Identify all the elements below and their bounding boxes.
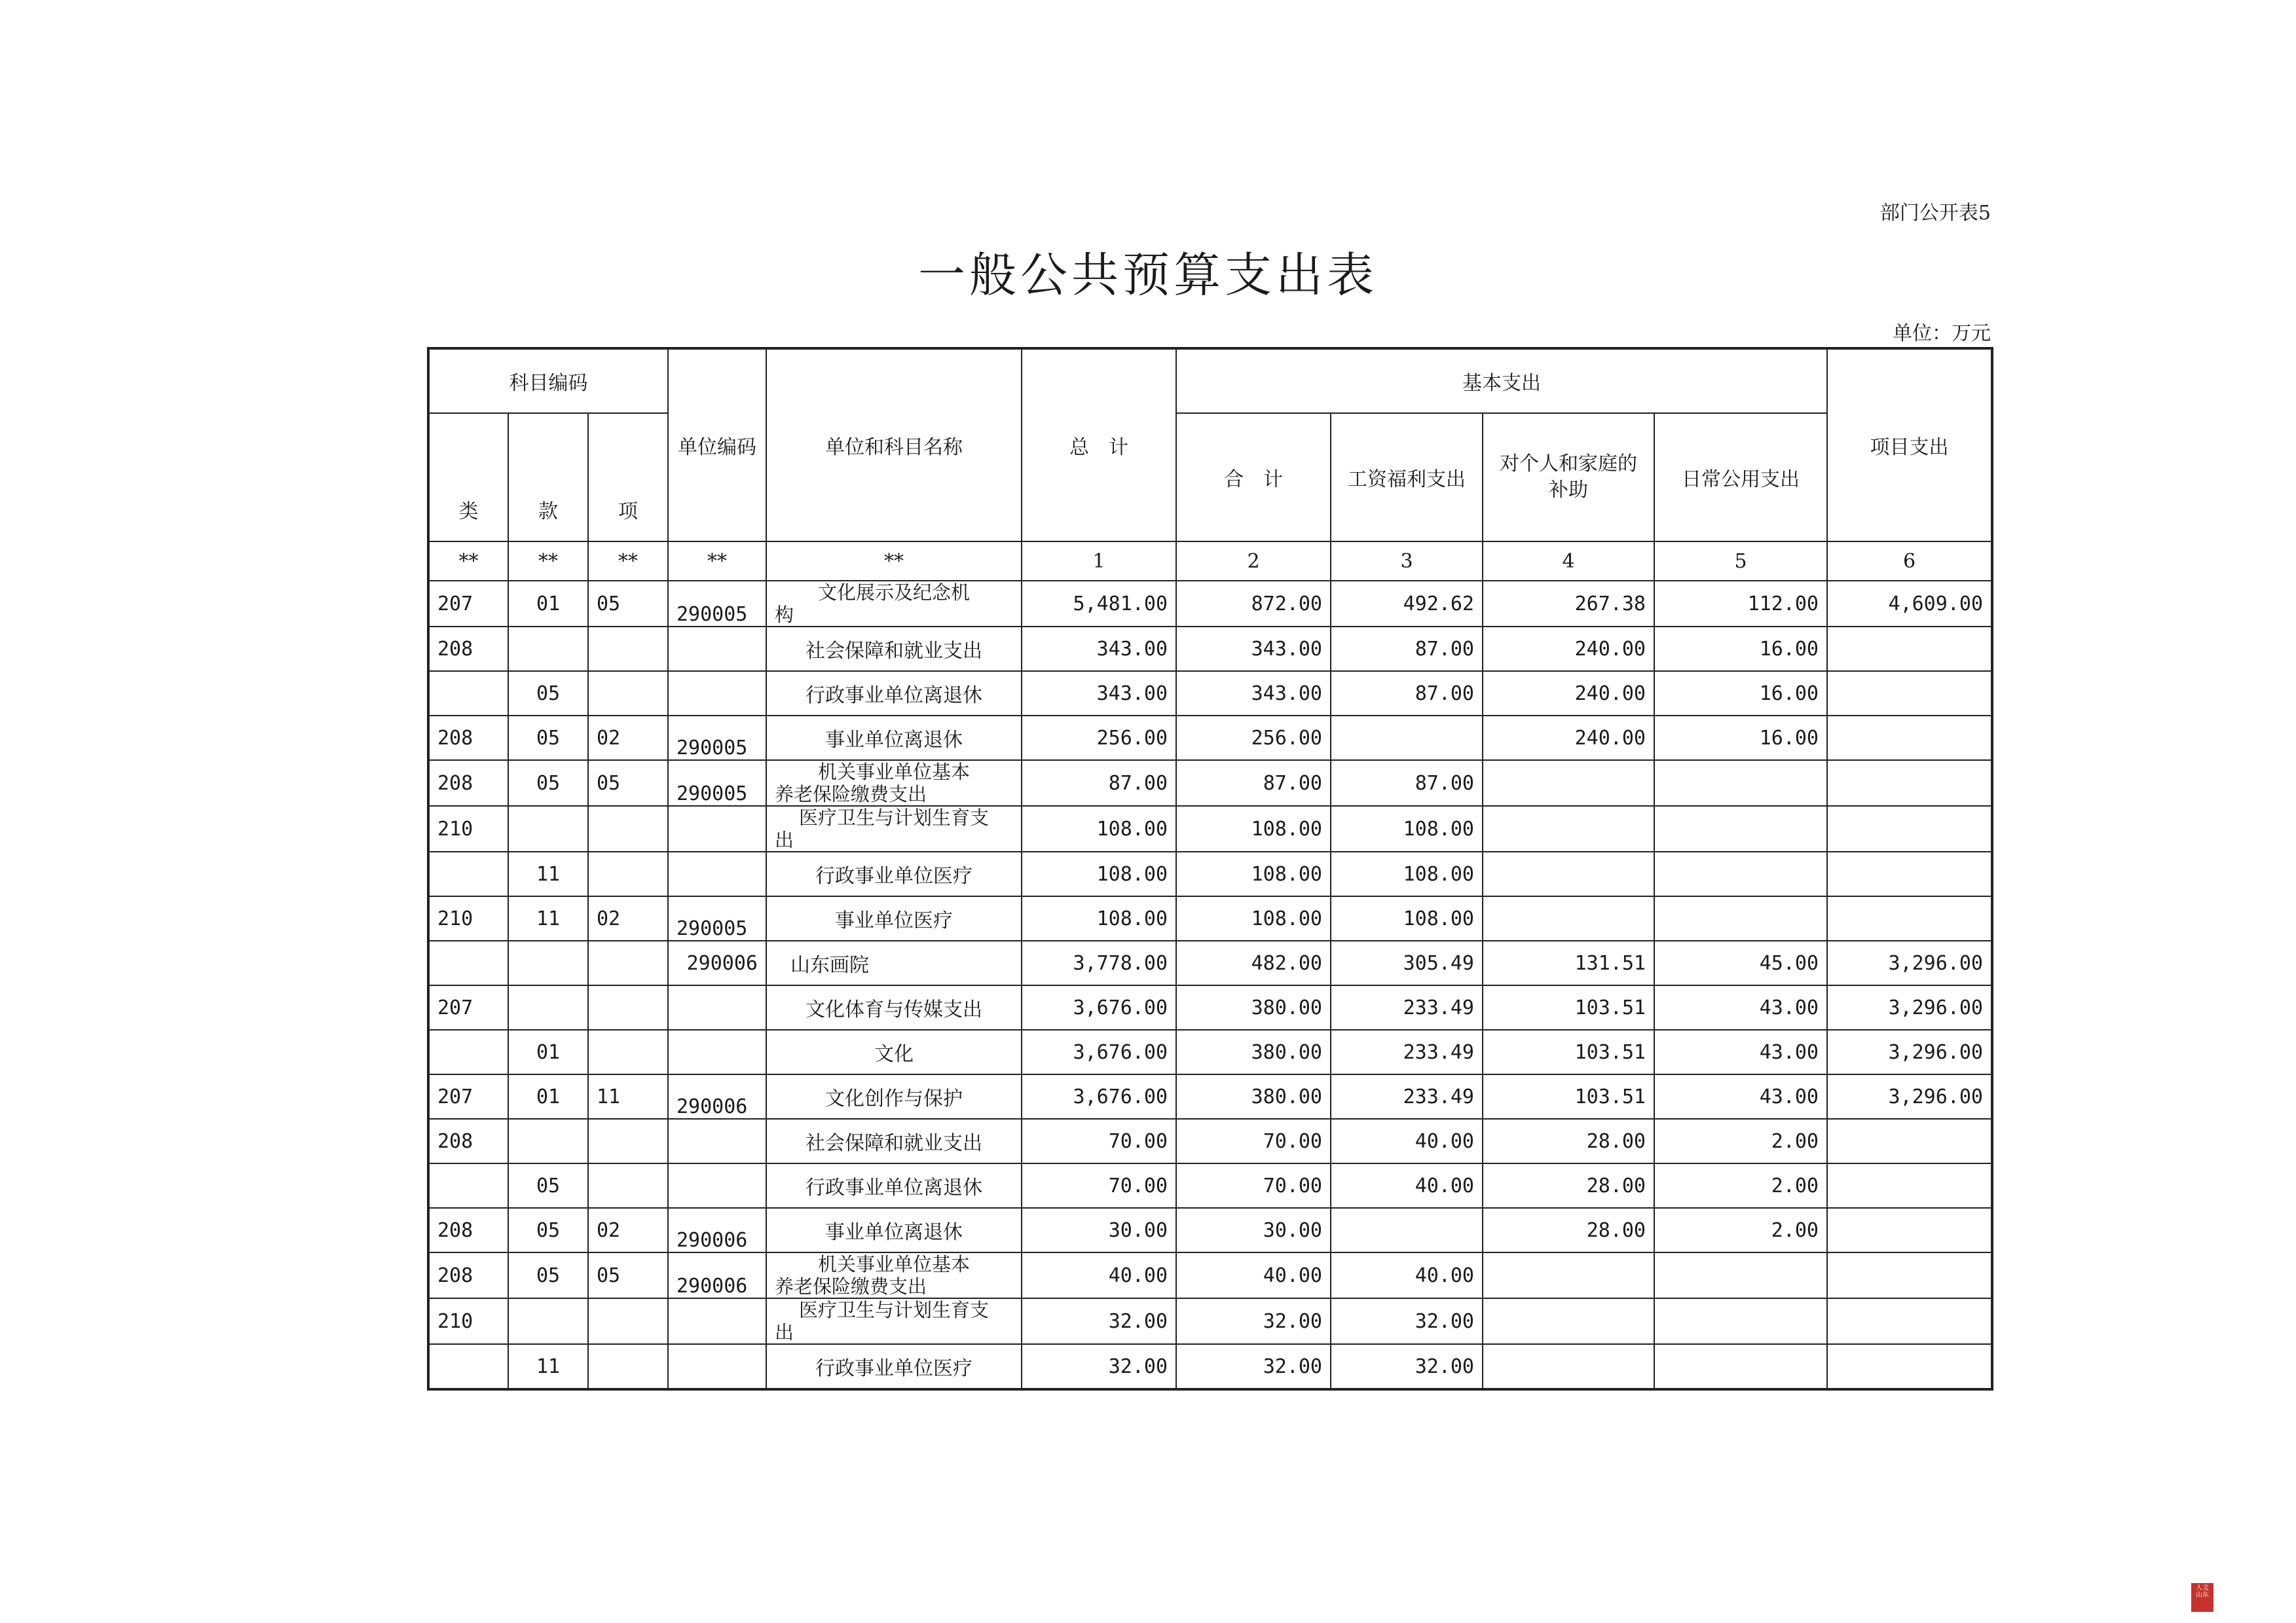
- cell-wage: 108.00: [1331, 896, 1483, 941]
- cell-unit-code: 290005: [668, 896, 766, 941]
- cell-wage: 233.49: [1331, 985, 1483, 1030]
- cell-name: 行政事业单位医疗: [766, 1344, 1022, 1389]
- cell-wage: 108.00: [1331, 852, 1483, 896]
- cell-name: 行政事业单位离退休: [766, 671, 1022, 716]
- cell-subtotal: 343.00: [1176, 627, 1331, 671]
- cell-project: [1827, 1298, 1992, 1344]
- cell-lei: 207: [428, 1074, 508, 1119]
- cell-lei: [428, 852, 508, 896]
- cell-total: 343.00: [1022, 671, 1176, 716]
- cell-project: [1827, 1344, 1992, 1389]
- cell-wage: 492.62: [1331, 581, 1483, 627]
- cell-subtotal: 380.00: [1176, 1030, 1331, 1074]
- cell-personal: [1483, 1344, 1654, 1389]
- cell-kuan: 05: [508, 671, 588, 716]
- cell-unit-code: [668, 1030, 766, 1074]
- cell-personal: 103.51: [1483, 1030, 1654, 1074]
- cell-lei: [428, 1030, 508, 1074]
- header-total: 总 计: [1022, 348, 1176, 541]
- index-cell: 3: [1331, 541, 1483, 581]
- cell-daily: [1654, 1298, 1827, 1344]
- table-row: [428, 941, 1992, 985]
- cell-daily: 43.00: [1654, 1074, 1827, 1119]
- name-line-2: 出: [775, 1321, 794, 1343]
- cell-wage: 40.00: [1331, 1163, 1483, 1208]
- cell-daily: [1654, 806, 1827, 852]
- cell-subtotal: 87.00: [1176, 760, 1331, 806]
- cell-subtotal: 30.00: [1176, 1208, 1331, 1252]
- cell-xiang: [588, 1030, 668, 1074]
- header-name: 单位和科目名称: [766, 348, 1022, 541]
- cell-wage: 87.00: [1331, 760, 1483, 806]
- cell-project: [1827, 1119, 1992, 1163]
- cell-xiang: 05: [588, 760, 668, 806]
- cell-xiang: [588, 852, 668, 896]
- index-cell: **: [766, 541, 1022, 581]
- cell-unit-code: [668, 1119, 766, 1163]
- cell-xiang: [588, 1298, 668, 1344]
- cell-daily: [1654, 852, 1827, 896]
- cell-wage: 108.00: [1331, 806, 1483, 852]
- cell-project: [1827, 1208, 1992, 1252]
- cell-subtotal: 32.00: [1176, 1298, 1331, 1344]
- cell-xiang: [588, 806, 668, 852]
- name-line-1: 机关事业单位基本: [817, 761, 970, 783]
- table-row: [428, 1119, 1992, 1163]
- cell-wage: 305.49: [1331, 941, 1483, 985]
- cell-unit-code: [668, 1344, 766, 1389]
- cell-wage: 32.00: [1331, 1344, 1483, 1389]
- cell-wage: 32.00: [1331, 1298, 1483, 1344]
- cell-name: 山东画院: [766, 941, 1022, 985]
- cell-unit-code: [668, 1163, 766, 1208]
- cell-name: 社会保障和就业支出: [766, 627, 1022, 671]
- cell-total: 32.00: [1022, 1298, 1176, 1344]
- cell-unit-code: [668, 1298, 766, 1344]
- cell-total: 3,778.00: [1022, 941, 1176, 985]
- cell-project: [1827, 1252, 1992, 1298]
- budget-table: [427, 347, 1993, 1391]
- cell-personal: [1483, 760, 1654, 806]
- table-row: [428, 760, 1992, 806]
- cell-xiang: [588, 1163, 668, 1208]
- cell-kuan: [508, 941, 588, 985]
- table-row: [428, 1344, 1992, 1389]
- cell-daily: 16.00: [1654, 627, 1827, 671]
- cell-personal: 28.00: [1483, 1119, 1654, 1163]
- cell-daily: [1654, 1344, 1827, 1389]
- cell-kuan: 05: [508, 1252, 588, 1298]
- cell-lei: 210: [428, 806, 508, 852]
- cell-unit-code: 290006: [668, 1208, 766, 1252]
- cell-daily: 45.00: [1654, 941, 1827, 985]
- table-row: [428, 627, 1992, 671]
- cell-name: 事业单位医疗: [766, 896, 1022, 941]
- cell-project: [1827, 716, 1992, 760]
- table-row: [428, 1030, 1992, 1074]
- cell-personal: [1483, 806, 1654, 852]
- cell-kuan: [508, 1119, 588, 1163]
- cell-kuan: 11: [508, 1344, 588, 1389]
- table-row: [428, 806, 1992, 852]
- cell-unit-code: [668, 852, 766, 896]
- cell-subtotal: 343.00: [1176, 671, 1331, 716]
- cell-kuan: 05: [508, 716, 588, 760]
- cell-unit-code: 290006: [668, 1252, 766, 1298]
- cell-daily: 43.00: [1654, 1030, 1827, 1074]
- cell-kuan: [508, 985, 588, 1030]
- cell-name: 社会保障和就业支出: [766, 1119, 1022, 1163]
- cell-personal: 240.00: [1483, 716, 1654, 760]
- name-line-1: 医疗卫生与计划生育支: [798, 1299, 989, 1321]
- index-cell: 6: [1827, 541, 1992, 581]
- cell-unit-code: 290005: [668, 581, 766, 627]
- cell-lei: 208: [428, 1208, 508, 1252]
- index-cell: **: [588, 541, 668, 581]
- index-cell: 5: [1654, 541, 1827, 581]
- cell-lei: 207: [428, 985, 508, 1030]
- cell-project: [1827, 760, 1992, 806]
- index-cell: 4: [1483, 541, 1654, 581]
- name-line-2: 养老保险缴费支出: [775, 783, 927, 805]
- header-basic: 基本支出: [1176, 348, 1827, 413]
- cell-personal: 28.00: [1483, 1163, 1654, 1208]
- cell-name: 文化体育与传媒支出: [766, 985, 1022, 1030]
- unit-label: 单位：万元: [1893, 322, 1991, 345]
- cell-xiang: 02: [588, 896, 668, 941]
- cell-project: [1827, 896, 1992, 941]
- cell-daily: 16.00: [1654, 716, 1827, 760]
- cell-lei: [428, 941, 508, 985]
- table-row: [428, 1163, 1992, 1208]
- cell-daily: 2.00: [1654, 1163, 1827, 1208]
- cell-lei: 208: [428, 1252, 508, 1298]
- cell-total: 343.00: [1022, 627, 1176, 671]
- header-daily: 日常公用支出: [1654, 413, 1827, 541]
- table-row: [428, 1074, 1992, 1119]
- cell-total: 3,676.00: [1022, 985, 1176, 1030]
- name-line-2: 出: [775, 829, 794, 851]
- cell-total: 30.00: [1022, 1208, 1176, 1252]
- cell-total: 256.00: [1022, 716, 1176, 760]
- cell-kuan: 01: [508, 1030, 588, 1074]
- cell-kuan: [508, 806, 588, 852]
- cell-xiang: 02: [588, 716, 668, 760]
- cell-name: [766, 1298, 1022, 1344]
- cell-name: 文化创作与保护: [766, 1074, 1022, 1119]
- cell-lei: 207: [428, 581, 508, 627]
- cell-xiang: [588, 627, 668, 671]
- table-row: [428, 581, 1992, 627]
- index-cell: 2: [1176, 541, 1331, 581]
- cell-xiang: [588, 985, 668, 1030]
- table-row: [428, 1208, 1992, 1252]
- cell-project: [1827, 852, 1992, 896]
- cell-project: 3,296.00: [1827, 1030, 1992, 1074]
- table-row: [428, 1298, 1992, 1344]
- cell-daily: 2.00: [1654, 1208, 1827, 1252]
- table-row: [428, 852, 1992, 896]
- cell-wage: 40.00: [1331, 1252, 1483, 1298]
- cell-xiang: 11: [588, 1074, 668, 1119]
- cell-project: [1827, 671, 1992, 716]
- cell-kuan: 01: [508, 581, 588, 627]
- table-row: [428, 716, 1992, 760]
- cell-wage: [1331, 716, 1483, 760]
- cell-lei: 210: [428, 1298, 508, 1344]
- cell-xiang: [588, 1119, 668, 1163]
- cell-subtotal: 482.00: [1176, 941, 1331, 985]
- cell-subtotal: 32.00: [1176, 1344, 1331, 1389]
- name-line-2: 养老保险缴费支出: [775, 1275, 927, 1298]
- cell-total: 70.00: [1022, 1119, 1176, 1163]
- header-kuan: 款: [508, 413, 588, 541]
- page-title: 一般公共预算支出表: [917, 247, 1378, 302]
- cell-total: 3,676.00: [1022, 1030, 1176, 1074]
- cell-name: 行政事业单位离退休: [766, 1163, 1022, 1208]
- cell-name: 事业单位离退休: [766, 1208, 1022, 1252]
- cell-daily: 43.00: [1654, 985, 1827, 1030]
- cell-kuan: [508, 627, 588, 671]
- cell-name: [766, 806, 1022, 852]
- cell-wage: 233.49: [1331, 1030, 1483, 1074]
- cell-total: 108.00: [1022, 806, 1176, 852]
- cell-subtotal: 872.00: [1176, 581, 1331, 627]
- header-lei: 类: [428, 413, 508, 541]
- cell-wage: 233.49: [1331, 1074, 1483, 1119]
- cell-personal: 240.00: [1483, 627, 1654, 671]
- cell-project: 4,609.00: [1827, 581, 1992, 627]
- cell-lei: 208: [428, 627, 508, 671]
- cell-project: [1827, 627, 1992, 671]
- cell-xiang: 05: [588, 1252, 668, 1298]
- cell-unit-code: [668, 671, 766, 716]
- cell-unit-code: [668, 627, 766, 671]
- header-subtotal: 合 计: [1176, 413, 1331, 541]
- table-body: [428, 581, 1992, 1389]
- cell-daily: 112.00: [1654, 581, 1827, 627]
- cell-name: [766, 760, 1022, 806]
- table-row: [428, 1252, 1992, 1298]
- cell-unit-code: 290005: [668, 760, 766, 806]
- cell-subtotal: 256.00: [1176, 716, 1331, 760]
- cell-total: 5,481.00: [1022, 581, 1176, 627]
- cell-xiang: [588, 671, 668, 716]
- cell-unit-code: 290005: [668, 716, 766, 760]
- cell-unit-code: [668, 985, 766, 1030]
- cell-subtotal: 108.00: [1176, 852, 1331, 896]
- cell-wage: 87.00: [1331, 627, 1483, 671]
- header-personal: 对个人和家庭的补助: [1483, 413, 1654, 541]
- cell-kuan: 11: [508, 852, 588, 896]
- name-line-1: 文化展示及纪念机: [817, 581, 970, 604]
- cell-kuan: 11: [508, 896, 588, 941]
- cell-kuan: [508, 1298, 588, 1344]
- cell-total: 108.00: [1022, 896, 1176, 941]
- cell-personal: 103.51: [1483, 985, 1654, 1030]
- cell-project: 3,296.00: [1827, 1074, 1992, 1119]
- cell-project: 3,296.00: [1827, 985, 1992, 1030]
- header-row-1: [428, 348, 1992, 413]
- cell-project: [1827, 1163, 1992, 1208]
- cell-personal: 240.00: [1483, 671, 1654, 716]
- cell-daily: [1654, 896, 1827, 941]
- table-row: [428, 985, 1992, 1030]
- cell-name: [766, 581, 1022, 627]
- cell-total: 70.00: [1022, 1163, 1176, 1208]
- header-unit-code: 单位编码: [668, 348, 766, 541]
- form-number: 部门公开表5: [1879, 202, 1991, 225]
- index-cell: 1: [1022, 541, 1176, 581]
- table-row: [428, 896, 1992, 941]
- cell-wage: 40.00: [1331, 1119, 1483, 1163]
- cell-unit-code: 290006: [668, 1074, 766, 1119]
- cell-name: 行政事业单位医疗: [766, 852, 1022, 896]
- cell-total: 40.00: [1022, 1252, 1176, 1298]
- cell-subtotal: 380.00: [1176, 1074, 1331, 1119]
- cell-personal: 103.51: [1483, 1074, 1654, 1119]
- cell-project: 3,296.00: [1827, 941, 1992, 985]
- corner-seal-icon: 人文 山东: [2191, 1583, 2213, 1612]
- cell-subtotal: 108.00: [1176, 806, 1331, 852]
- index-cell: **: [668, 541, 766, 581]
- cell-wage: 87.00: [1331, 671, 1483, 716]
- cell-lei: 208: [428, 1119, 508, 1163]
- cell-unit-code: [668, 806, 766, 852]
- cell-personal: 267.38: [1483, 581, 1654, 627]
- table-row: [428, 671, 1992, 716]
- cell-personal: [1483, 1298, 1654, 1344]
- cell-lei: 208: [428, 716, 508, 760]
- cell-xiang: 02: [588, 1208, 668, 1252]
- cell-lei: 210: [428, 896, 508, 941]
- cell-kuan: 01: [508, 1074, 588, 1119]
- cell-daily: [1654, 1252, 1827, 1298]
- cell-total: 32.00: [1022, 1344, 1176, 1389]
- cell-personal: 131.51: [1483, 941, 1654, 985]
- header-subject-code: 科目编码: [428, 348, 668, 413]
- cell-subtotal: 70.00: [1176, 1163, 1331, 1208]
- cell-total: 87.00: [1022, 760, 1176, 806]
- cell-lei: [428, 1344, 508, 1389]
- cell-kuan: 05: [508, 1163, 588, 1208]
- cell-subtotal: 70.00: [1176, 1119, 1331, 1163]
- header-wage: 工资福利支出: [1331, 413, 1483, 541]
- cell-project: [1827, 806, 1992, 852]
- header-index-row: [428, 541, 1992, 581]
- cell-total: 3,676.00: [1022, 1074, 1176, 1119]
- cell-subtotal: 380.00: [1176, 985, 1331, 1030]
- cell-xiang: [588, 941, 668, 985]
- cell-lei: 208: [428, 760, 508, 806]
- header-row-2: [428, 413, 1992, 541]
- cell-lei: [428, 671, 508, 716]
- cell-total: 108.00: [1022, 852, 1176, 896]
- cell-daily: [1654, 760, 1827, 806]
- name-line-2: 构: [775, 604, 794, 626]
- name-line-1: 机关事业单位基本: [817, 1253, 970, 1275]
- cell-xiang: [588, 1344, 668, 1389]
- cell-unit-code: 290006: [668, 941, 766, 985]
- index-cell: **: [428, 541, 508, 581]
- cell-daily: 16.00: [1654, 671, 1827, 716]
- cell-personal: [1483, 1252, 1654, 1298]
- cell-kuan: 05: [508, 1208, 588, 1252]
- index-cell: **: [508, 541, 588, 581]
- cell-wage: [1331, 1208, 1483, 1252]
- cell-xiang: 05: [588, 581, 668, 627]
- header-project: 项目支出: [1827, 348, 1992, 541]
- name-line-1: 医疗卫生与计划生育支: [798, 807, 989, 829]
- cell-name: 事业单位离退休: [766, 716, 1022, 760]
- header-xiang: 项: [588, 413, 668, 541]
- cell-subtotal: 40.00: [1176, 1252, 1331, 1298]
- cell-personal: 28.00: [1483, 1208, 1654, 1252]
- cell-daily: 2.00: [1654, 1119, 1827, 1163]
- cell-kuan: 05: [508, 760, 588, 806]
- cell-name: [766, 1252, 1022, 1298]
- cell-name: 文化: [766, 1030, 1022, 1074]
- cell-personal: [1483, 852, 1654, 896]
- cell-subtotal: 108.00: [1176, 896, 1331, 941]
- cell-personal: [1483, 896, 1654, 941]
- cell-lei: [428, 1163, 508, 1208]
